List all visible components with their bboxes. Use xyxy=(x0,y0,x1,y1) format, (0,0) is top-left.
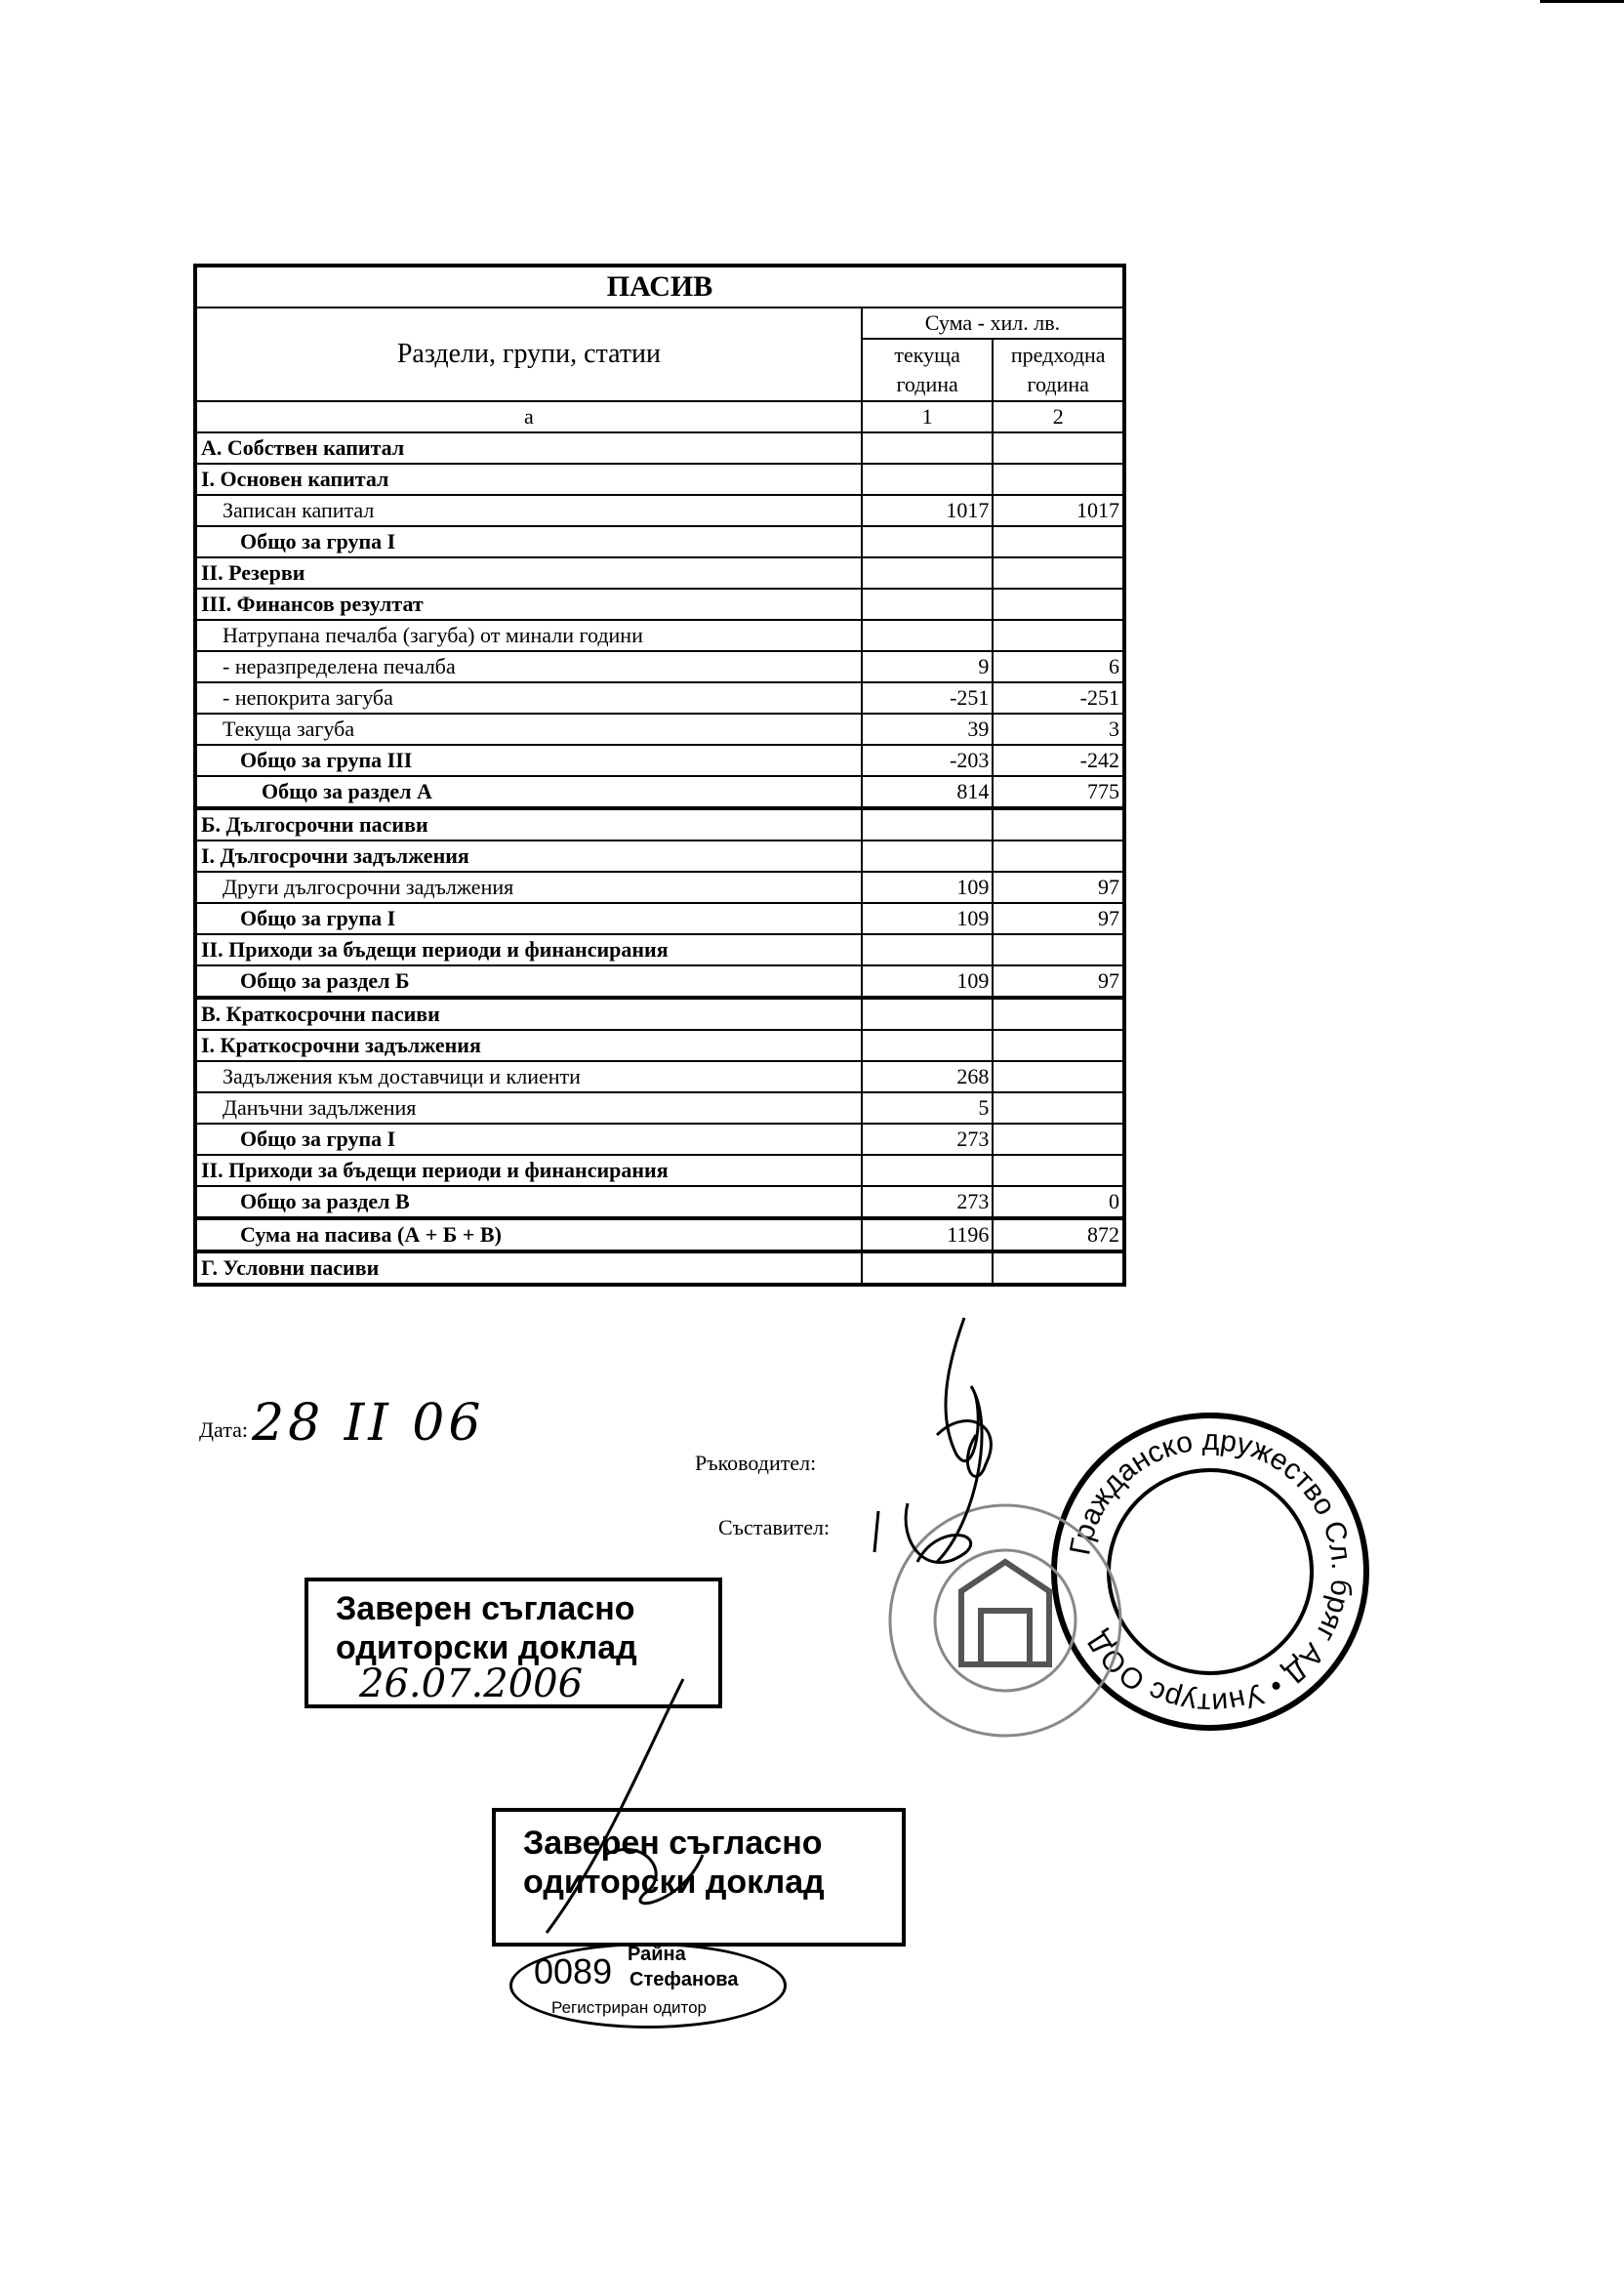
row-label: А. Собствен капитал xyxy=(195,432,862,464)
auditor-number: 0089 xyxy=(534,1951,613,1991)
row-previous-year-value: 97 xyxy=(993,903,1124,934)
row-label: Г. Условни пасиви xyxy=(195,1251,862,1285)
row-label: Общо за раздел Б xyxy=(195,965,862,998)
row-previous-year-value: 97 xyxy=(993,965,1124,998)
date-label: Дата: xyxy=(199,1417,248,1442)
row-current-year-value: 273 xyxy=(862,1124,994,1155)
column-index-2: 2 xyxy=(993,401,1124,432)
row-previous-year-value: 6 xyxy=(993,651,1124,682)
row-current-year-value: 1017 xyxy=(862,495,994,526)
date-handwritten: 28 II 06 xyxy=(252,1394,485,1453)
row-label: Общо за раздел В xyxy=(195,1186,862,1218)
row-previous-year-value: 775 xyxy=(993,776,1124,808)
row-current-year-value: 5 xyxy=(862,1092,994,1124)
audit-stamp-2-line1: Заверен съгласно xyxy=(523,1824,823,1862)
row-label: - непокрита загуба xyxy=(195,682,862,714)
column-header-amount: Сума - хил. лв. xyxy=(862,308,1124,339)
row-previous-year-value: 872 xyxy=(993,1218,1124,1251)
row-label: Текуща загуба xyxy=(195,714,862,745)
audit-stamp-1-date: 26.07.2006 xyxy=(359,1661,584,1706)
manager-label: Ръководител: xyxy=(695,1451,817,1475)
row-label: I. Краткосрочни задължения xyxy=(195,1030,862,1061)
row-current-year-value: 273 xyxy=(862,1186,994,1218)
row-label: Общо за група III xyxy=(195,745,862,776)
row-label: Задължения към доставчици и клиенти xyxy=(195,1061,862,1092)
row-label: III. Финансов резултат xyxy=(195,589,862,620)
row-label: Сума на пасива (А + Б + В) xyxy=(195,1218,862,1251)
row-current-year-value: 268 xyxy=(862,1061,994,1092)
row-label: - неразпределена печалба xyxy=(195,651,862,682)
row-label: В. Краткосрочни пасиви xyxy=(195,998,862,1030)
row-current-year-value: 9 xyxy=(862,651,994,682)
round-seal-text: Гражданско дружество Сл. бряг АД • Унитурс ООД xyxy=(1064,1423,1359,1720)
auditor-first-name: Райна xyxy=(628,1944,686,1965)
row-previous-year-value: 97 xyxy=(993,872,1124,903)
signature-manager xyxy=(937,1318,991,1562)
row-label: Други дългосрочни задължения xyxy=(195,872,862,903)
row-label: Данъчни задължения xyxy=(195,1092,862,1124)
signature-auditor xyxy=(547,1679,703,1933)
row-current-year-value: 814 xyxy=(862,776,994,808)
row-label: Общо за група I xyxy=(195,526,862,557)
row-previous-year-value: -242 xyxy=(993,745,1124,776)
row-current-year-value: 39 xyxy=(862,714,994,745)
row-current-year-value: 109 xyxy=(862,872,994,903)
row-previous-year-value: 3 xyxy=(993,714,1124,745)
row-label: II. Приходи за бъдещи периоди и финансирания xyxy=(195,1155,862,1186)
row-label: Общо за раздел А xyxy=(195,776,862,808)
column-index-1: 1 xyxy=(862,401,994,432)
row-current-year-value: -251 xyxy=(862,682,994,714)
table-title: ПАСИВ xyxy=(195,266,1124,308)
compiler-label: Съставител: xyxy=(718,1515,831,1539)
row-label: Общо за група I xyxy=(195,903,862,934)
row-current-year-value: 109 xyxy=(862,903,994,934)
audit-stamp-1-line2: одиторски доклад xyxy=(336,1629,637,1666)
row-label: I. Основен капитал xyxy=(195,464,862,495)
row-current-year-value: 109 xyxy=(862,965,994,998)
column-header-sections: Раздели, групи, статии xyxy=(195,308,862,401)
row-label: II. Резерви xyxy=(195,557,862,589)
row-previous-year-value: -251 xyxy=(993,682,1124,714)
row-label: Б. Дългосрочни пасиви xyxy=(195,808,862,840)
audit-stamp-1-line1: Заверен съгласно xyxy=(336,1590,635,1627)
audit-stamp-2-line2: одиторски доклад xyxy=(523,1864,825,1901)
column-index-a: а xyxy=(195,401,862,432)
row-label: Натрупана печалба (загуба) от минали години xyxy=(195,620,862,651)
row-current-year-value: -203 xyxy=(862,745,994,776)
row-current-year-value: 1196 xyxy=(862,1218,994,1251)
column-header-current-year: текуща година xyxy=(862,339,994,401)
column-header-previous-year: предходна година xyxy=(993,339,1124,401)
row-label: Общо за група I xyxy=(195,1124,862,1155)
faded-logo-seal xyxy=(890,1505,1120,1736)
row-previous-year-value: 0 xyxy=(993,1186,1124,1218)
row-label: Записан капитал xyxy=(195,495,862,526)
auditor-title: Регистриран одитор xyxy=(551,1998,708,2017)
row-label: II. Приходи за бъдещи периоди и финансирания xyxy=(195,934,862,965)
auditor-last-name: Стефанова xyxy=(629,1969,739,1990)
row-label: I. Дългосрочни задължения xyxy=(195,840,862,872)
round-company-seal xyxy=(1054,1415,1366,1728)
row-previous-year-value: 1017 xyxy=(993,495,1124,526)
